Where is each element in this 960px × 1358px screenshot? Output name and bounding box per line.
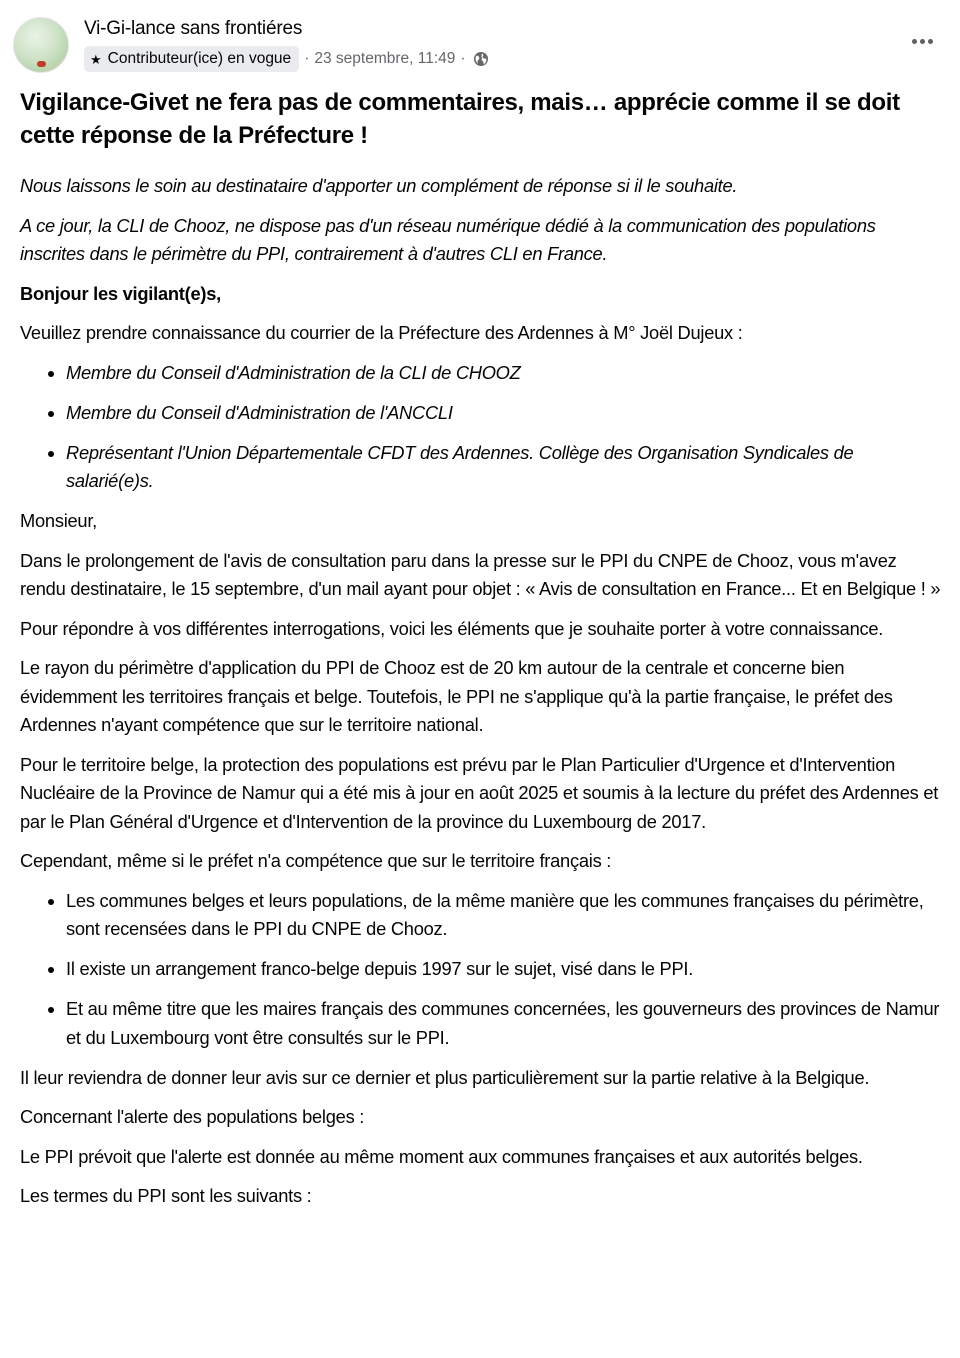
letter-paragraph: Dans le prolongement de l'avis de consultation paru dans la presse sur le PPI du CNPE de Chooz, vous m'avez rendu destinataire, le 15 septembre, d'un mail ayant pour objet : « Avis de consultation en France... Et en Belgique ! » [20, 549, 941, 599]
list-item [20, 955, 945, 984]
bullet-icon [48, 967, 54, 973]
badge-label: Contributeur(ice) en vogue [107, 50, 292, 67]
meta-separator: · [460, 50, 466, 67]
post-content [20, 86, 945, 1222]
post-timestamp[interactable]: 23 septembre, 11:49 [314, 50, 456, 67]
post-header [0, 0, 960, 80]
list-item-text: Il existe un arrangement franco-belge depuis 1997 sur le sujet, visé dans le PPI. [66, 958, 694, 979]
bullet-icon [48, 451, 54, 457]
list-item-text: Membre du Conseil d'Administration de la CLI de CHOOZ [66, 361, 521, 383]
list-item [20, 359, 945, 388]
bullet-icon [48, 899, 54, 905]
letter-paragraph: Les termes du PPI sont les suivants : [20, 1185, 312, 1206]
post-meta [84, 46, 489, 72]
author-avatar[interactable] [13, 17, 69, 73]
greeting: Bonjour les vigilant(e)s, [20, 282, 221, 304]
salutation: Monsieur, [20, 510, 98, 531]
bullet-icon [48, 1007, 54, 1013]
more-options-dot [928, 39, 933, 44]
letter-paragraph: Pour le territoire belge, la protection des populations est prévu par le Plan Particulier d'Urgence et d'Intervention Nucléaire de la Province de Namur qui a été mis à jour en août 2025 et soumis à la lecture du préfet des Ardennes et par le Plan Général d'Urgence et d'Intervention de la province du Luxembourg de 2017. [20, 753, 939, 832]
star-icon: ★ [90, 51, 102, 67]
letter-paragraph: Le rayon du périmètre d'application du PPI de Chooz est de 20 km autour de la centrale et concerne bien évidemment les territoires français et belge. Toutefois, le PPI ne s'applique qu'à la partie française, le préfet des Ardennes n'ayant compétence que sur le territoire national. [20, 657, 893, 735]
letter-intro: Veuillez prendre connaissance du courrier de la Préfecture des Ardennes à M° Joël Dujeux : [20, 322, 743, 343]
letter-paragraph: Pour répondre à vos différentes interrogations, voici les éléments que je souhaite porter à votre connaissance. [20, 617, 884, 639]
globe-icon[interactable] [473, 51, 489, 67]
list-item [20, 995, 945, 1052]
roles-list [20, 359, 945, 496]
list-item [20, 399, 945, 428]
more-options-button[interactable] [902, 26, 942, 56]
intro-paragraph: A ce jour, la CLI de Chooz, ne dispose pas d'un réseau numérique dédié à la communication des populations inscrites dans le périmètre du PPI, contrairement à d'autres CLI en France. [20, 214, 876, 264]
points-list [20, 887, 945, 1053]
author-name-link[interactable]: Vi-Gi-lance sans frontiéres [84, 18, 303, 39]
bullet-icon [48, 371, 54, 377]
list-item-text: Représentant l'Union Départementale CFDT des Ardennes. Collège des Organisation Syndicales de salarié(e)s. [66, 441, 854, 491]
more-options-icon [912, 39, 917, 44]
letter-paragraph: Concernant l'alerte des populations belges : [20, 1106, 365, 1127]
more-options-dot [920, 39, 925, 44]
list-item [20, 439, 945, 496]
post-title: Vigilance-Givet ne fera pas de commentaires, mais… apprécie comme il se doit cette réponse de la Préfecture ! [20, 89, 900, 149]
letter-paragraph: Cependant, même si le préfet n'a compétence que sur le territoire français : [20, 850, 612, 871]
letter-paragraph: Il leur reviendra de donner leur avis sur ce dernier et plus particulièrement sur la partie relative à la Belgique. [20, 1066, 870, 1088]
meta-separator: · [304, 50, 310, 67]
list-item-text: Les communes belges et leurs populations, de la même manière que les communes françaises du périmètre, sont recensées dans le PPI du CNPE de Chooz. [66, 889, 924, 939]
top-contributor-badge[interactable] [84, 46, 299, 72]
bullet-icon [48, 411, 54, 417]
list-item [20, 887, 945, 944]
letter-paragraph: Le PPI prévoit que l'alerte est donnée au même moment aux communes françaises et aux autorités belges. [20, 1145, 863, 1167]
intro-paragraph: Nous laissons le soin au destinataire d'apporter un complément de réponse si il le souhaite. [20, 175, 738, 196]
list-item-text: Membre du Conseil d'Administration de l'ANCCLI [66, 401, 453, 423]
list-item-text: Et au même titre que les maires français des communes concernées, les gouverneurs des provinces de Namur et du Luxembourg vont être consultés sur le PPI. [66, 998, 940, 1048]
